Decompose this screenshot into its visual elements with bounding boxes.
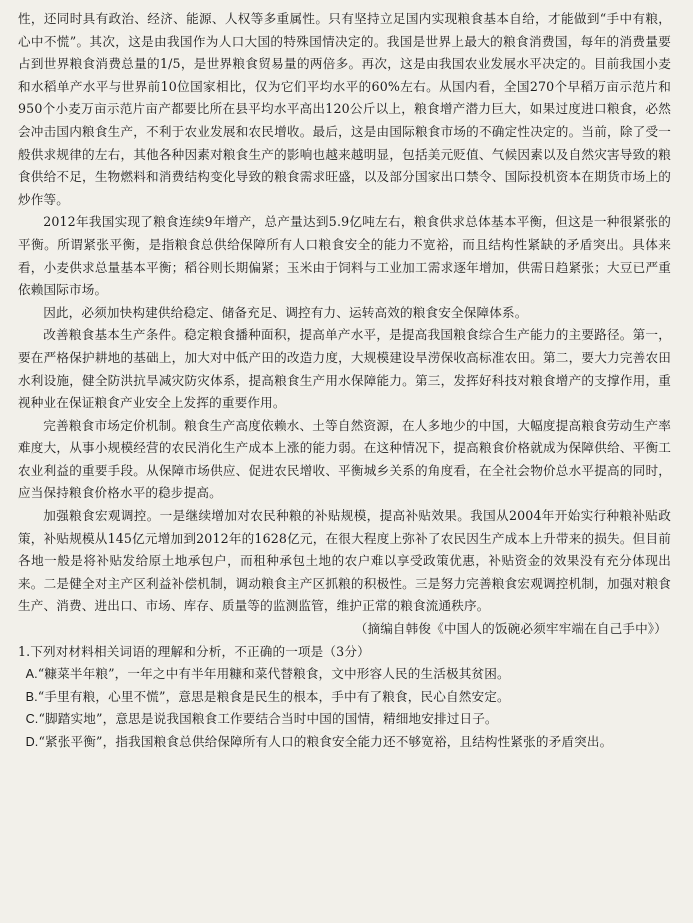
article-paragraph: 改善粮食基本生产条件。稳定粮食播种面积，提高单产水平，是提高我国粮食综合生产能力的主要路径。第一，要在严格保护耕地的基础上，加大对中低产田的改造力度，大规模建设旱涝保收高标准农田。第二，要大力完善农田水利设施，健全防洪抗旱减灾防灾体系，提高粮食生产用水保障能力。第三，发挥好科技对粮食增产的支撑作用，重视种业在保证粮食产业安全上发挥的重要作用。 [18,327,671,411]
question-stem: 1.下列对材料相关词语的理解和分析，不正确的一项是（3分） [18,643,370,659]
option-text: “脚踏实地”，意思是说我国粮食工作要结合当时中国的国情，精细地安排过日子。 [38,711,498,727]
option-key: C. [25,712,39,727]
question-block [18,641,671,754]
option-key: B. [25,689,38,704]
option-text: “糠菜半年粮”，一年之中有半年用糠和菜代替粮食，文中形容人民的生活极其贫困。 [37,666,510,682]
article-paragraph: 加强粮食宏观调控。一是继续增加对农民种粮的补贴规模，提高补贴效果。我国从2004年开始实行种粮补贴政策，补贴规模从145亿元增加到2012年的1628亿元，在很大程度上弥补了农民因生产成本上升带来的损失。但目前各地一般是将补贴发给原土地承包户，而租种承包土地的农户难以享受政策优惠，补贴资金的效果没有充分体现出来。二是健全对主产区利益补偿机制，调动粮食主产区抓粮的积极性。三是努力完善粮食宏观调控机制，加强对粮食生产、消费、进出口、市场、库存、质量等的监测监管，维护正常的粮食流通秩序。 [18,508,671,614]
article-paragraph: 2012年我国实现了粮食连续9年增产，总产量达到5.9亿吨左右，粮食供求总体基本平衡，但这是一种很紧张的平衡。所谓紧张平衡，是指粮食总供给保障所有人口粮食安全的能力不宽裕，而且结构性紧缺的矛盾突出。具体来看，小麦供求总量基本平衡；稻谷则长期偏紧；玉米由于饲料与工业加工需求逐年增加，供需日趋紧张；大豆已严重依赖国际市场。 [18,214,671,298]
option-c[interactable] [18,708,671,731]
article-paragraph: 因此，必须加快构建供给稳定、储备充足、调控有力、运转高效的粮食安全保障体系。 [43,304,528,320]
article-source: （摘编自韩俊《中国人的饭碗必须牢牢端在自己手中》） [354,621,667,637]
article-paragraph: 完善粮食市场定价机制。粮食生产高度依赖水、土等自然资源，在人多地少的中国，大幅度提高粮食劳动生产率难度大，从事小规模经营的农民消化生产成本上涨的能力弱。在这种情况下，提高粮食价格就成为保障供给、平衡工农业利益的重要手段。从保障市场供应、促进农民增收、平衡城乡关系的角度看，在全社会物价总水平提高的同时，应当保持粮食价格水平的稳步提高。 [18,417,671,501]
option-a[interactable] [18,663,671,686]
option-text: “手里有粮，心里不慌”，意思是粮食是民生的根本，手中有了粮食，民心自然安定。 [37,688,510,704]
option-b[interactable] [18,686,671,709]
article-body [18,8,671,641]
option-text: “紧张平衡”，指我国粮食总供给保障所有人口的粮食安全能力还不够宽裕，且结构性紧张的矛盾突出。 [38,734,613,749]
article-paragraph: 性，还同时具有政治、经济、能源、人权等多重属性。只有坚持立足国内实现粮食基本自给，才能做到“手中有粮，心中不慌”。其次，这是由我国作为人口大国的特殊国情决定的。我国是世界上最大的粮食消费国，每年的消费量要占到世界粮食消费总量的1/5，是世界粮食贸易量的两倍多。再次，这是由我国农业发展水平决定的。目前我国小麦和水稻单产水平与世界前10位国家相比，仅为它们平均水平的60%左右。从国内看，全国270个早稻万亩示范片和950个小麦万亩示范片亩产都要比所在县平均水平高出120公斤以上，粮食增产潜力巨大，如果过度进口粮食，必然会冲击国内粮食生产，不利于农业发展和农民增收。最后，这是由国际粮食市场的不确定性决定的。当前，除了受一般供求规律的左右，其他各种因素对粮食生产的影响也越来越明显，包括美元贬值、气候因素以及自然灾害导致的粮食供给不足，生物燃料和消费结构变化导致的粮食需求旺盛，以及部分国家出口禁令、国际投机资本在期货市场上的炒作等。 [18,11,671,207]
option-key: D. [25,735,39,749]
option-key: A. [25,667,38,682]
option-d[interactable] [18,731,671,754]
